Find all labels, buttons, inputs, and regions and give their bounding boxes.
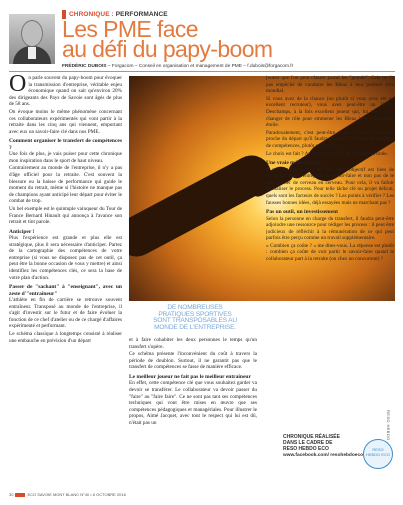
paragraph: Un bel exemple est le quintuple vainqueur du Tour de France Bernard Hinault qui annonça à l'avance son retrait et tint parole. <box>9 205 122 226</box>
portrait-head <box>21 20 43 47</box>
paragraph: Ce schéma présente l'inconvénient du coût à travers la période de doublon. Surtout, il ne garantit pas que le transfert de compétences se fasse de manière efficace. <box>129 351 257 371</box>
subheading: Pas un outil, un investissement <box>266 209 338 216</box>
paragraph: joueur que l'on peut classer parmi les "grands". Cela ne l'a pas empêché de conduire les Bleus à leur premier titre mondial. <box>266 75 394 95</box>
page-footer <box>9 492 126 497</box>
column-2 <box>129 301 257 437</box>
pullquote-spacer <box>129 303 257 337</box>
logo-line-1: RESO <box>372 447 384 452</box>
promo-text: CHRONIQUE RÉALISÉE DANS LE CADRE DE RESO HEBDO ECO <box>283 434 340 452</box>
paragraph: et à faire cohabiter les deux personnes le temps qu'un transfert s'opère. <box>129 337 257 350</box>
subheading: Comment organiser le transfert de compétences ? <box>9 138 122 151</box>
paragraph: Paradoxalement, c'est peut-être à un n°2 pas forcément proche du départ qu'il faudra confier le pilotage du transfert de compétences, plutôt qu'au n°1. <box>266 129 394 149</box>
promo-box <box>283 435 393 483</box>
reso-hebdo-logo <box>363 439 393 469</box>
title-line-1: Les PME face <box>62 16 198 42</box>
column-3 <box>266 75 394 375</box>
paragraph: Contrairement au monde de l'entreprise, il n'y a pas d'âge officiel pour la retraite. C'est souvent la blessure ou la baisse de performance qui guide le moment du retrait, même si l'histoire ne manque pas de champions ayant anticipé leur départ pour éviter le combat de trop. <box>9 165 122 205</box>
paragraph: Plus l'expérience est grande et plus elle est stratégique, plus il sera nécessaire d'anticiper. Partez de la cartographie des compétences de votre entreprise (si vous ne disposez pas de cet outil, ça peut être la bonne occasion de vous y mettre) et ainsi identifiez les compétences clés, ce sera la base de votre plan d'action. <box>9 235 122 281</box>
paragraph: Le choix est fait ? Attention à l'écueil de la tradition orale. <box>266 150 388 157</box>
title-line-2: au défi du papy-boom <box>62 36 273 62</box>
rubric-prefix: CHRONIQUE : <box>69 11 116 18</box>
publication-logo <box>15 493 25 497</box>
header-rule <box>9 71 395 72</box>
paragraph: Selon la personne en charge du transfert, il faudra peut-être adjoindre une ressource pour rédiger les process : il peut être judicieux de réfléchir à la rémunération de ce qui peut parfois être perçu comme un travail supplémentaire. <box>266 215 394 242</box>
side-tag: RESO HEBDO <box>386 410 391 441</box>
paragraph: Si vous avez de la chance (ou plutôt si vous avez été un excellent recruteur), vous avez peut-être un Didier Deschamps, à la fois excellent joueur qui, lui aussi, a su changer de rôle pour emmener les Bleus à leur deuxième étoile. <box>266 95 394 129</box>
facebook-link[interactable]: www.facebook.com/ resohebdoeco <box>283 453 364 459</box>
author-portrait <box>9 14 55 64</box>
subheading: Le meilleur joueur ne fait pas le meilleur entraîneur <box>129 373 251 380</box>
photo-arm-left <box>129 148 278 263</box>
paragraph: « Combien ça coûte ? » me dites-vous. La réponse est plutôt : combien ça coûte de voir partir le savoir-faire quand le collaborateur part à la retraite (ou chez un concurrent) ? <box>266 242 394 263</box>
paragraph: On évoque moins le même phénomène concernant ces collaborateurs expérimentés qui vont partir à la retraite dans les cinq ans qui viennent, emportant avec eux un savoir-faire clé dans nos PME. <box>9 108 122 135</box>
paragraph: L'athlète en fin de carrière se retrouve souvent entraîneur. Transposé au monde de l'entreprise, il s'agit d'investir sur le futur et de faire évoluer la fonction de ce chef d'atelier ou de ce chargé d'affaires expérimenté et performant. <box>9 297 122 330</box>
column-1 <box>9 75 122 483</box>
rubric-name: PERFORMANCE <box>115 11 168 18</box>
dropcap: O <box>9 75 27 97</box>
logo-line-2: HEBDO ECO <box>365 452 390 457</box>
byline <box>62 64 293 69</box>
paragraph: Le schéma classique à longtemps consisté à réaliser une embauche en prévision d'un départ <box>9 331 122 344</box>
paragraph: Une fois de plus, je vais puiser pour cette chronique mon inspiration dans le sport de haut niveau. <box>9 151 122 164</box>
article-title <box>62 16 273 62</box>
pull-quote: DE NOMBREUSES PRATIQUES SPORTIVES SONT TRANSPOSABLES AU MONDE DE L'ENTREPRISE. <box>153 304 237 331</box>
author-name: FRÉDÉRIC DUBOIS <box>62 64 107 69</box>
author-details: – Forgacom – Conseil en organisation et management de PME – f.dubois@forgacom.fr <box>106 64 294 69</box>
publication-info: ECO SAVOIE MONT BLANC N°40 • 6 OCTOBRE 2016 <box>27 492 126 497</box>
paragraph: Il ne faut pas perdre de vue que l'objectif est bien de conserver dans l'entreprise le savoir-faire et non pas de le faire passer de cerveau en cerveau. Pour cela, il va falloir formaliser le process. Pour telle tâche clé ou projet délicat, quels sont les facteurs de succès ? Les points à vérifier ? Les fausses bonnes idées, déjà essayées mais ne marchant pas ? <box>266 166 394 206</box>
subheading: Passer de "sachant" à "enseignant", avec un zeste d'"entraîneur" <box>9 284 122 297</box>
intro-paragraph <box>9 75 122 108</box>
subheading: Anticiper ! <box>9 228 35 235</box>
intro-text: n parle souvent du papy-boom pour évoquer la transmission d'entreprise, véritable enjeu économique quand on sait qu'environ 20% des dirigeants des Pays de Savoie sont âgés de plus de 58 ans. <box>9 75 122 108</box>
page-number: 30 <box>9 492 14 497</box>
subheading: Une vraie méthodologie <box>266 160 322 167</box>
portrait-collar <box>28 47 36 59</box>
paragraph: En effet, cette compétence clé que vous souhaitez garder va devoir se transférer. Le collaborateur va devoir passer du "faire" au "faire faire". Ce ne sont pas tant ses compétences techniques qui vont être mises en œuvre que ses compétences pédagogiques et managériales. Pour illustrer le propos, Aimé Jacquet, avec tout le respect qui lui est dû, n'était pas un <box>129 380 257 426</box>
